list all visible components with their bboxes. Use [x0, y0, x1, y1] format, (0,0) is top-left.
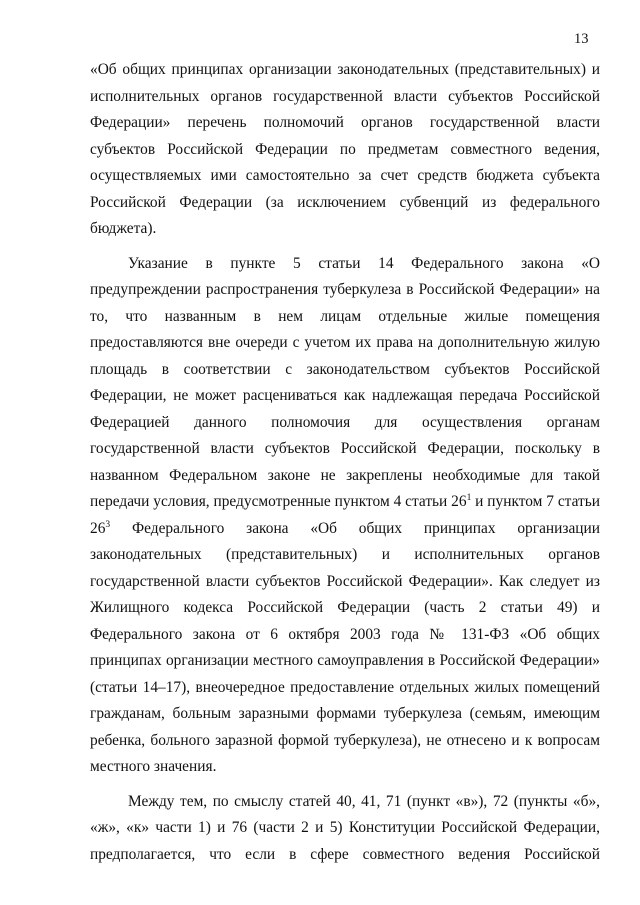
text-line: Федерации, не может расцениваться как надлежащая передача Российской	[90, 387, 600, 404]
text-line: Жилищного кодекса Российской Федерации (часть 2 статьи 49) и	[90, 599, 600, 616]
text-line: «ж», «к» части 1) и 76 (части 2 и 5) Конституции Российской Федерации,	[90, 819, 600, 836]
text-line: законодательных (представительных) и исполнительных органов	[90, 546, 600, 563]
text-line: «Об общих принципах организации законодательных (представительных) и	[90, 61, 600, 78]
paragraph-first-line: Указание в пункте 5 статьи 14 Федерального закона «О	[128, 254, 600, 272]
text-line: государственной власти субъектов Российской Федерации». Как следует из	[90, 572, 600, 590]
superscript: 1	[466, 493, 472, 503]
text-line: ребенка, больного заразной формой туберкулеза), не отнесено и к вопросам	[90, 731, 600, 749]
text-line: Федерации» перечень полномочий органов государственной власти	[90, 114, 600, 131]
text-line: принципах организации местного самоуправления в Российской Федерации»	[90, 652, 600, 669]
text-line: Федерального закона от 6 октября 2003 года № 131-ФЗ «Об общих	[90, 625, 600, 643]
text-line: (статьи 14–17), внеочередное предоставление отдельных жилых помещений	[90, 678, 600, 696]
text-segment: передачи условия, предусмотренные пунктом 4 статьи 26	[90, 493, 467, 510]
text-segment: 26	[90, 519, 106, 537]
text-line: предупреждении распространения туберкулеза в Российской Федерации» на	[90, 281, 600, 298]
text-line: субъектов Российской Федерации по предметам совместного ведения,	[90, 140, 600, 158]
text-line: площадь в соответствии с законодательством субъектов Российской	[90, 360, 600, 378]
text-line: осуществляемых ими самостоятельно за счет средств бюджета субъекта	[90, 167, 600, 184]
text-line: государственной власти субъектов Российской Федерации, поскольку в	[90, 440, 600, 457]
text-line-with-superscript	[90, 489, 600, 516]
text-line: то, что названным в нем лицам отдельные жилые помещения	[90, 307, 600, 325]
text-segment: Федерального закона «Об общих принципах организации	[110, 519, 600, 537]
text-line: местного значения.	[90, 758, 217, 775]
text-line: гражданам, больным заразными формами туберкулеза (семьям, имеющим	[90, 705, 600, 722]
text-line: названном Федеральном законе не закреплены необходимые для такой	[90, 466, 600, 484]
text-line: предоставляются вне очереди с учетом их права на дополнительную жилую	[90, 334, 600, 351]
text-segment: и пунктом 7 статьи	[471, 493, 600, 510]
text-line: предполагается, что если в сфере совместного ведения Российской	[90, 845, 600, 863]
body-text	[90, 57, 600, 868]
text-line: Российской Федерации (за исключением субвенций из федерального	[90, 193, 600, 211]
text-line: бюджета).	[90, 220, 157, 237]
page-number: 13	[574, 31, 589, 47]
text-line-with-superscript	[90, 516, 600, 543]
paragraph-first-line: Между тем, по смыслу статей 40, 41, 71 (пункт «в»), 72 (пункты «б»,	[128, 792, 600, 810]
text-line: Федерацией данного полномочия для осуществления органам	[90, 413, 600, 431]
superscript: 3	[105, 519, 111, 530]
text-line: исполнительных органов государственной власти субъектов Российской	[90, 87, 600, 105]
